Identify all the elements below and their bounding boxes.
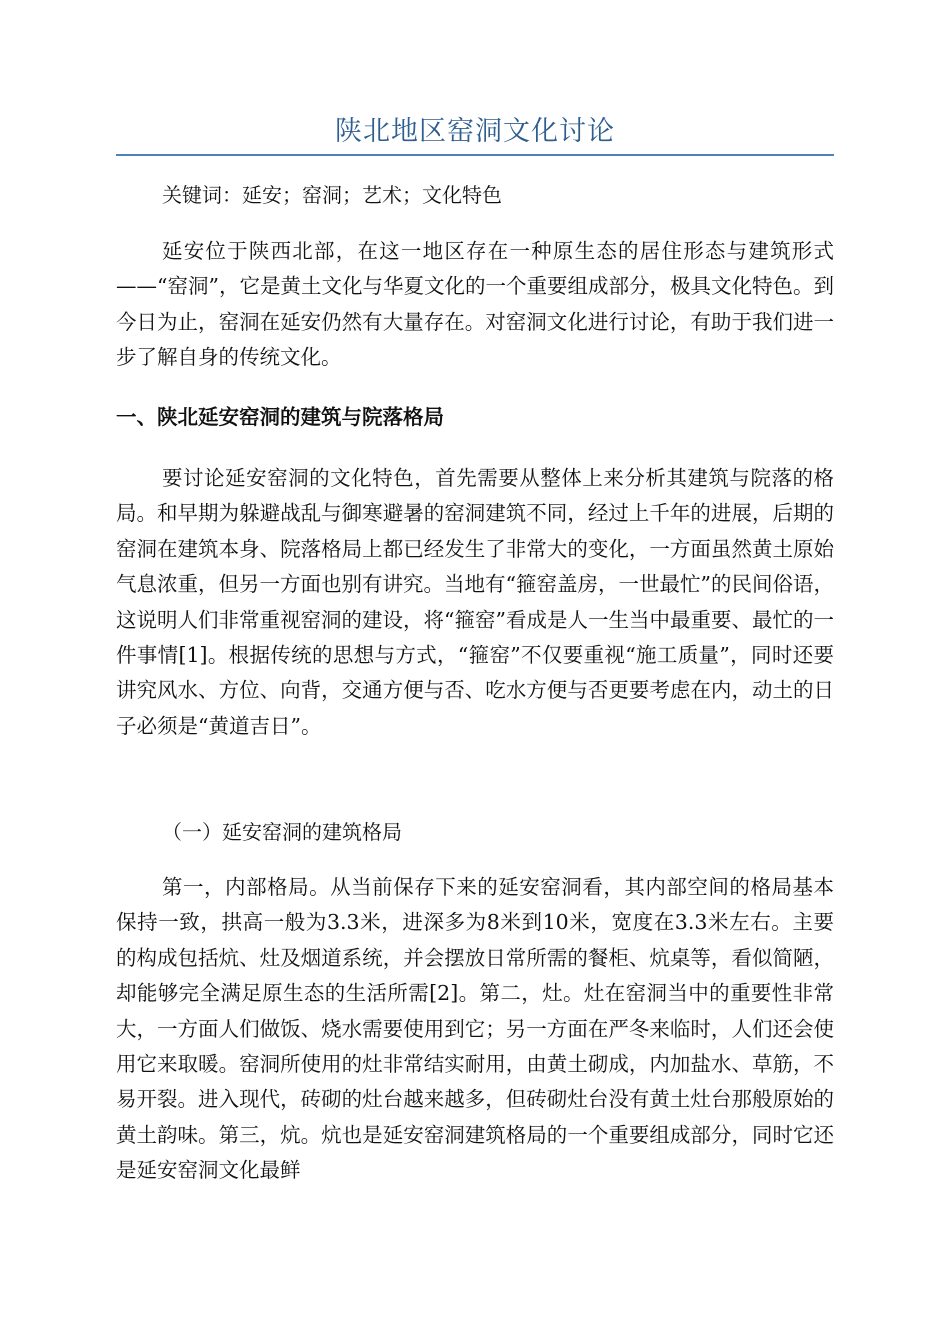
title-underline	[116, 154, 834, 156]
intro-paragraph: 延安位于陕西北部，在这一地区存在一种原生态的居住形态与建筑形式——“窑洞”，它是黄土文化与华夏文化的一个重要组成部分，极具文化特色。到今日为止，窑洞在延安仍然有大量存在。对窑洞文化进行讨论，有助于我们进一步了解自身的传统文化。	[116, 239, 834, 370]
subsection-paragraph: 第一，内部格局。从当前保存下来的延安窑洞看，其内部空间的格局基本保持一致，拱高一般为3.3米，进深多为8米到10米，宽度在3.3米左右。主要的构成包括炕、灶及烟道系统，并会摆放日常所需的餐柜、炕桌等，看似简陋，却能够完全满足原生态的生活所需[2]。第二，灶。灶在窑洞当中的重要性非常大，一方面人们做饭、烧水需要使用到它；另一方面在严冬来临时，人们还会使用它来取暖。窑洞所使用的灶非常结实耐用，由黄土砌成，内加盐水、草筋，不易开裂。进入现代，砖砌的灶台越来越多，但砖砌灶台没有黄土灶台那般原始的黄土韵味。第三，炕。炕也是延安窑洞建筑格局的一个重要组成部分，同时它还是延安窑洞文化最鲜	[116, 875, 834, 1183]
keywords-line: 关键词：延安；窑洞；艺术；文化特色	[162, 183, 502, 207]
document-title: 陕北地区窑洞文化讨论	[335, 116, 615, 147]
section-paragraph: 要讨论延安窑洞的文化特色，首先需要从整体上来分析其建筑与院落的格局。和早期为躲避战乱与御寒避暑的窑洞建筑不同，经过上千年的进展，后期的窑洞在建筑本身、院落格局上都已经发生了非常大的变化，一方面虽然黄土原始气息浓重，但另一方面也别有讲究。当地有“箍窑盖房，一世最忙”的民间俗语，这说明人们非常重视窑洞的建设，将“箍窑”看成是人一生当中最重要、最忙的一件事情[1]。根据传统的思想与方式，“箍窑”不仅要重视“施工质量”，同时还要讲究风水、方位、向背，交通方便与否、吃水方便与否更要考虑在内，动土的日子必须是“黄道吉日”。	[116, 466, 834, 738]
section-heading: 一、陕北延安窑洞的建筑与院落格局	[116, 405, 444, 429]
subsection-heading: （一）延安窑洞的建筑格局	[162, 820, 402, 844]
